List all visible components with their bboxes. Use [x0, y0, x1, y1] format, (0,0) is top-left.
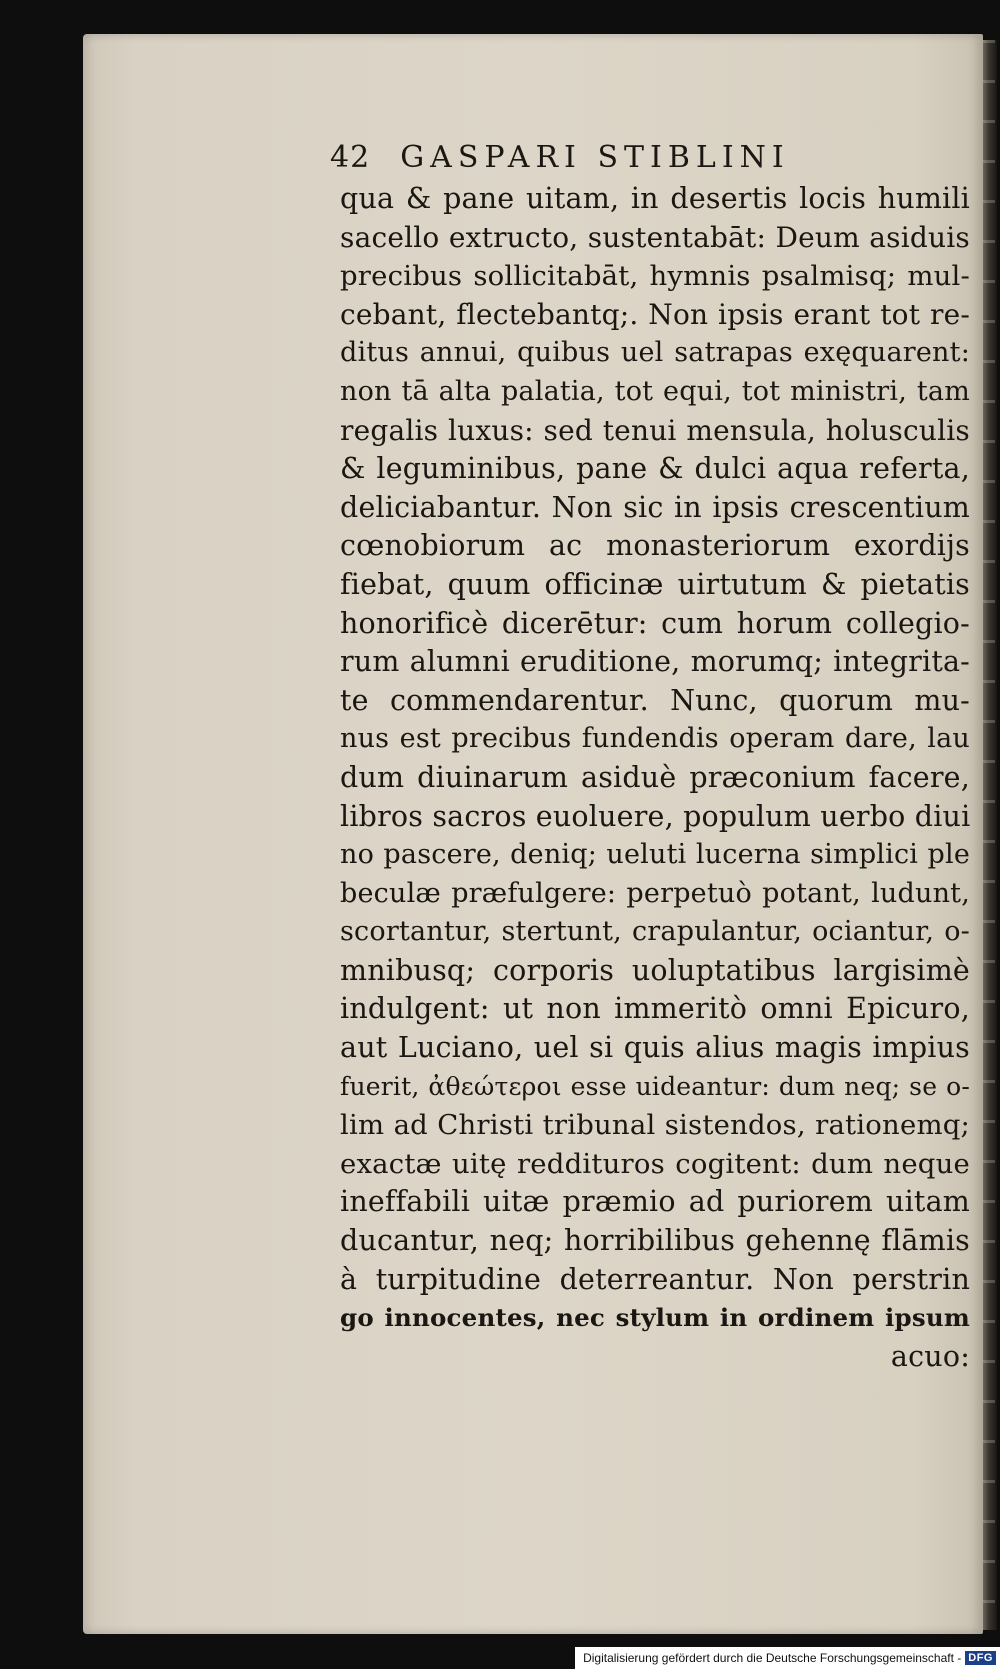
text-line: sacello extructo, sustentabāt: Deum asiduis [340, 220, 970, 254]
text-line: go innocentes, nec stylum in ordinem ipsum [340, 1303, 970, 1333]
text-line: mnibusq; corporis uoluptatibus largisimè [340, 953, 970, 987]
credit-text: Digitalisierung gefördert durch die Deutsche Forschungsgemeinschaft - [583, 1651, 962, 1665]
digitization-credit [575, 1647, 1000, 1669]
text-line: cœnobiorum ac monasteriorum exordijs [340, 529, 970, 563]
text-line: rum alumni eruditione, morumq; integrita- [340, 645, 970, 679]
text-line: & leguminibus, pane & dulci aqua referta, [340, 452, 970, 486]
text-line: lim ad Christi tribunal sistendos, rationemq; [340, 1109, 970, 1142]
text-line: ditus annui, quibus uel satrapas exęquarent: [340, 337, 970, 369]
text-line: à turpitudine deterreantur. Non perstrin [340, 1262, 970, 1296]
text-line: non tā alta palatia, tot equi, tot ministri, tam [340, 375, 970, 407]
text-line: indulgent: ut non immeritò omni Epicuro, [340, 992, 970, 1026]
text-line: aut Luciano, uel si quis alius magis impius [340, 1031, 970, 1065]
text-line: ducantur, neq; horribilibus gehennę flāmis [340, 1224, 970, 1258]
text-line: te commendarentur. Nunc, quorum mu- [340, 683, 970, 717]
text-line: exactæ uitę reddituros cogitent: dum neque [340, 1147, 970, 1180]
text-line: precibus sollicitabāt, hymnis psalmisq; mul- [340, 260, 970, 293]
page-edge-texture [983, 40, 995, 1630]
text-line: nus est precibus fundendis operam dare, lau [340, 723, 970, 755]
text-line: honorificè dicerētur: cum horum collegio- [340, 606, 970, 640]
dfg-logo: DFG [965, 1651, 996, 1665]
text-line: regalis luxus: sed tenui mensula, holusculis [340, 413, 970, 447]
text-line: cebant, flectebantq;. Non ipsis erant tot re- [340, 297, 970, 331]
text-line: ineffabili uitæ præmio ad puriorem uitam [340, 1185, 970, 1219]
text-line: fiebat, quum officinæ uirtutum & pietatis [340, 567, 970, 601]
page-number: 42 [330, 140, 371, 175]
text-line: qua & pane uitam, in desertis locis humili [340, 182, 970, 215]
text-line: no pascere, deniq; ueluti lucerna simplici ple [340, 839, 970, 871]
running-title: GASPARI STIBLINI [400, 140, 790, 175]
text-line: beculæ præfulgere: perpetuò potant, ludunt, [340, 877, 970, 909]
text-line: deliciabantur. Non sic in ipsis crescentium [340, 490, 970, 524]
catchword: acuo: [890, 1339, 970, 1373]
text-line: scortantur, stertunt, crapulantur, ociantur, o- [340, 916, 970, 948]
text-line: dum diuinarum asiduè præconium facere, [340, 760, 970, 794]
text-line: libros sacros euoluere, populum uerbo diui [340, 799, 971, 833]
running-header [330, 140, 930, 180]
body-text [340, 180, 970, 1376]
text-line: fuerit, ἀθεώτεροι esse uideantur: dum neq; se o- [340, 1071, 970, 1101]
